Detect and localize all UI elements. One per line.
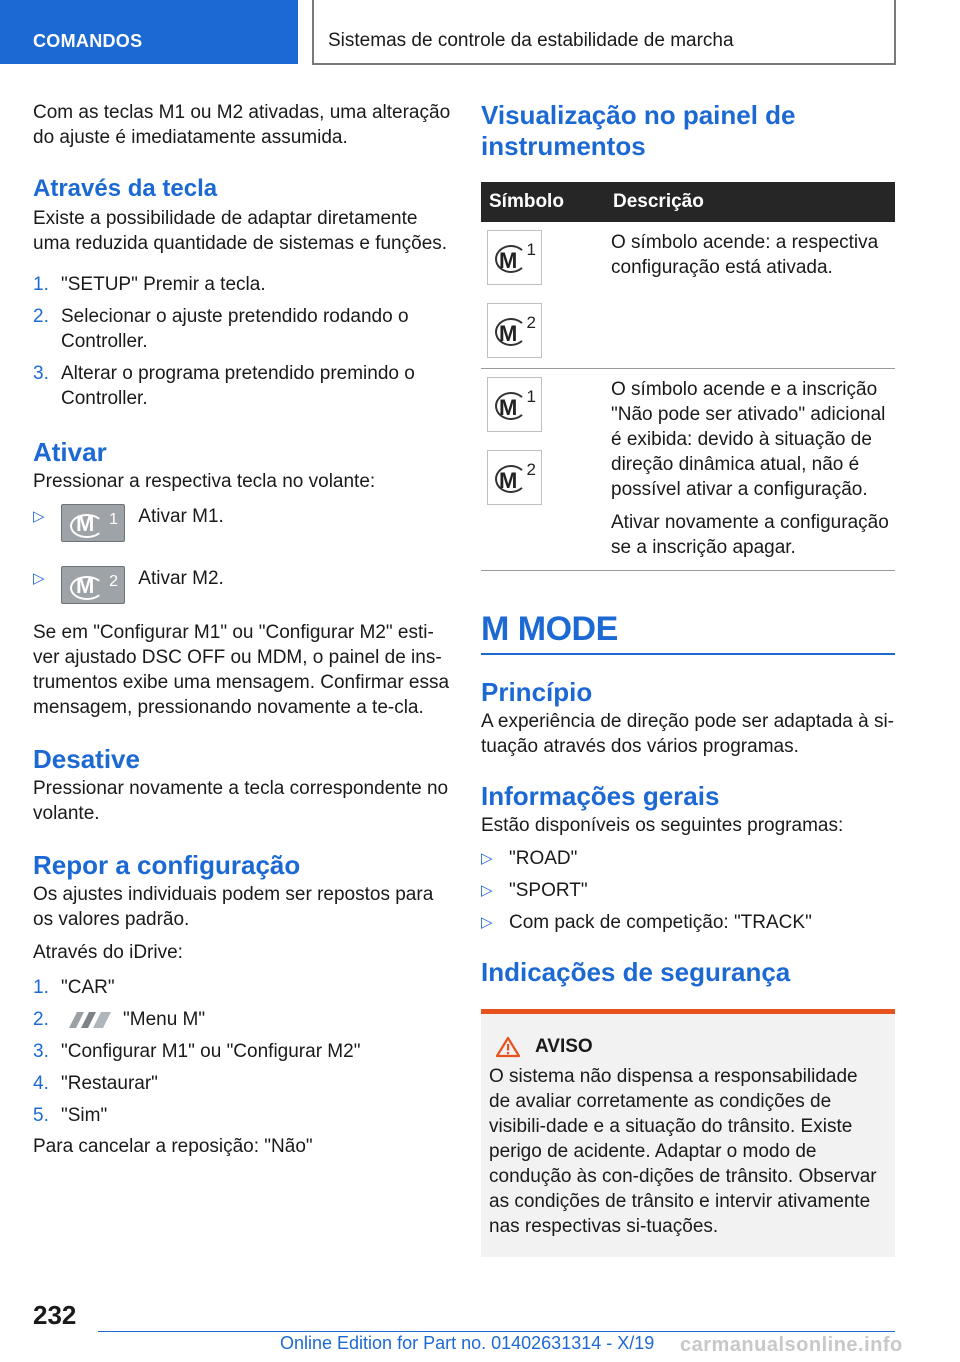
triangle-bullet-icon: ▷	[481, 850, 493, 867]
table-row	[481, 222, 895, 369]
display-heading: Visualização no painel de instrumentos	[481, 100, 796, 161]
m2-button-icon: M 2	[61, 566, 125, 604]
m1-symbol-icon: M 1	[487, 377, 542, 432]
activate-note: Se em "Configurar M1" ou "Configurar M2" esti-ver ajustado DSC OFF ou MDM, o painel de ins-trumentos exibe uma mensagem. Confirmar essa mensagem, pressionando novamente a te-cla.	[33, 622, 450, 718]
table-header-row	[481, 182, 895, 222]
list-item: ▷ Com pack de competição: "TRACK"	[481, 912, 812, 933]
table-row	[481, 369, 895, 571]
row-description: O símbolo acende e a inscrição "Não pode ser ativado" adicional é exibida: devido à situação de direção dinâmica atual, não é possível ativar a configuração.	[611, 379, 886, 500]
reset-text: Os ajustes individuais podem ser repostos para os valores padrão.	[33, 884, 434, 930]
m-menu-icon	[65, 1011, 113, 1029]
list-item: 2. Selecionar o ajuste pretendido rodando o Controller.	[33, 306, 409, 352]
warning-box	[481, 1009, 895, 1257]
safety-heading: Indicações de segurança	[481, 957, 791, 987]
general-heading: Informações gerais	[481, 781, 720, 811]
m2-symbol-icon: M 2	[487, 450, 542, 505]
reset-heading: Repor a configuração	[33, 850, 301, 880]
list-item: ▷ "SPORT"	[481, 880, 588, 901]
page-number: 232	[33, 1300, 77, 1330]
via-button-text: Existe a possibilidade de adaptar diretamente uma reduzida quantidade de sistemas e funções.	[33, 208, 448, 254]
triangle-bullet-icon: ▷	[481, 914, 493, 931]
triangle-bullet-icon: ▷	[33, 570, 45, 587]
list-item: 3. Alterar o programa pretendido premindo o Controller.	[33, 363, 415, 409]
principle-heading: Princípio	[481, 677, 593, 707]
m1-symbol-icon: M 1	[487, 230, 542, 285]
row-description-note: Ativar novamente a configuração se a inscrição apagar.	[611, 512, 889, 558]
via-button-heading: Através da tecla	[33, 175, 218, 202]
setup-steps	[33, 272, 453, 411]
section-tab	[0, 0, 298, 64]
watermark: carmanualsonline.info	[680, 1334, 903, 1356]
left-column	[33, 100, 453, 1159]
edition-text: Online Edition for Part no. 01402631314 - X/19	[280, 1333, 655, 1353]
activate-m1-item: ▷ M 1 Ativar M1.	[33, 504, 453, 544]
mmode-heading: M MODE	[481, 610, 618, 648]
footer-rule	[98, 1331, 895, 1332]
symbol-table	[481, 182, 895, 571]
list-item: 1. "SETUP" Premir a tecla.	[33, 274, 266, 295]
deactivate-text: Pressionar novamente a tecla correspondente no volante.	[33, 778, 449, 824]
general-text: Estão disponíveis os seguintes programas:	[481, 815, 844, 836]
warning-triangle-icon	[495, 1036, 521, 1058]
deactivate-heading: Desative	[33, 744, 140, 774]
program-list	[481, 846, 895, 935]
activate-text: Pressionar a respectiva tecla no volante:	[33, 471, 376, 492]
section-label: COMANDOS	[33, 31, 143, 51]
chapter-title-box	[312, 0, 896, 65]
right-column	[481, 100, 895, 1257]
list-item: 2. "Menu M"	[33, 1009, 206, 1030]
triangle-bullet-icon: ▷	[481, 882, 493, 899]
warning-text: O sistema não dispensa a responsabilidade de avaliar corretamente as condições de visibili-dade e a situação do trânsito. Existe perigo de acidente. Adaptar o modo de condução às con-dições de trânsito. Observar as condições de trânsito e intervir ativamente nas respectivas si-tuações.	[489, 1066, 877, 1237]
reset-steps	[33, 975, 453, 1128]
principle-text: A experiência de direção pode ser adaptada à si-tuação através dos vários programas.	[481, 711, 894, 757]
cancel-text: Para cancelar a reposição: "Não"	[33, 1136, 313, 1157]
col-description-header: Descrição	[601, 182, 895, 222]
list-item: 5. "Sim"	[33, 1105, 108, 1126]
m2-symbol-icon: M 2	[487, 303, 542, 358]
row-description: O símbolo acende: a respectiva configuração está ativada.	[611, 232, 879, 278]
reset-via: Através do iDrive:	[33, 942, 183, 963]
triangle-bullet-icon: ▷	[33, 508, 45, 525]
intro-text: Com as teclas M1 ou M2 ativadas, uma alteração do ajuste é imediatamente assumida.	[33, 102, 451, 148]
warning-title: AVISO	[489, 1036, 883, 1058]
list-item: 3. "Configurar M1" ou "Configurar M2"	[33, 1041, 361, 1062]
chapter-title: Sistemas de controle da estabilidade de marcha	[328, 30, 734, 51]
col-symbol-header: Símbolo	[481, 182, 601, 222]
m1-button-icon: M 1	[61, 504, 125, 542]
list-item: 1. "CAR"	[33, 977, 115, 998]
list-item: 4. "Restaurar"	[33, 1073, 158, 1094]
heading-rule	[481, 653, 895, 655]
activate-heading: Ativar	[33, 437, 107, 467]
activate-m2-item: ▷ M 2 Ativar M2.	[33, 566, 453, 606]
list-item: ▷ "ROAD"	[481, 848, 578, 869]
